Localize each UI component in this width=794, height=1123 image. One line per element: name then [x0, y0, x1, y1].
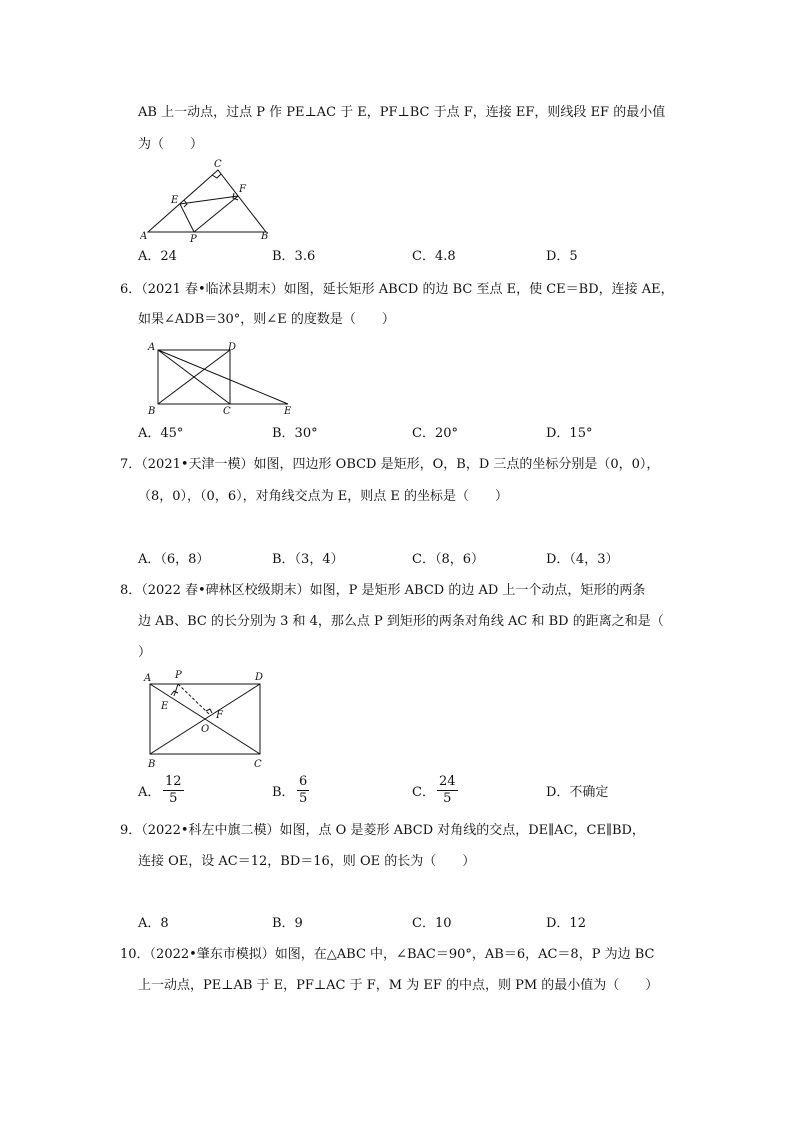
q8-option-c-prefix[interactable]: C．: [412, 785, 435, 800]
q7-text-line1: 7．（2021•天津一模）如图，四边形 OBCD 是矩形，O，B，D 三点的坐标分别是（0，0），: [120, 457, 660, 472]
q9-text-line1: 9．（2022•科左中旗二模）如图，点 O 是菱形 ABCD 对角线的交点，DE∥AC，CE∥BD，: [120, 823, 645, 838]
q9-text-line2: 连接 OE，设 AC＝12，BD＝16，则 OE 的长为（ ）: [138, 854, 476, 869]
q5-label-e: E: [171, 195, 179, 206]
q8-option-b-numerator: 6: [299, 774, 308, 789]
q8-option-c-numerator: 24: [439, 774, 456, 789]
q9-option-c[interactable]: C．10: [412, 916, 452, 931]
q8-option-b-denominator: 5: [299, 791, 308, 806]
q5-label-a: A: [140, 231, 148, 242]
q6-option-b[interactable]: B．30°: [272, 426, 318, 441]
q8-option-a-denominator: 5: [169, 791, 178, 806]
q7-option-a[interactable]: A．（6，8）: [138, 552, 210, 567]
q8-label-p: P: [175, 670, 182, 681]
q8-option-b-fraction[interactable]: [297, 774, 309, 807]
q7-option-c[interactable]: C．（8，6）: [412, 552, 484, 567]
q5-text-line1: AB 上一动点，过点 P 作 PE⊥AC 于 E，PF⊥BC 于点 F，连接 EF，则线段 EF 的最小值: [138, 105, 666, 120]
q8-label-c: C: [254, 759, 262, 770]
q5-text-line2: 为（ ）: [138, 137, 204, 152]
q5-label-b: B: [261, 231, 269, 242]
q6-label-b: B: [148, 406, 156, 416]
q5-label-c: C: [214, 159, 222, 170]
q10-text-line2: 上一动点，PE⊥AB 于 E，PF⊥AC 于 F，M 为 EF 的中点，则 PM 的最小值为（ ）: [138, 978, 659, 993]
q8-label-e: E: [161, 701, 169, 712]
q8-label-o: O: [201, 724, 210, 735]
q9-option-d[interactable]: D．12: [546, 916, 586, 931]
q7-option-d[interactable]: D．（4，3）: [546, 552, 619, 567]
q8-option-d[interactable]: D．不确定: [546, 785, 609, 800]
q8-option-c-denominator: 5: [443, 791, 452, 806]
q5-option-a[interactable]: A．24: [138, 249, 177, 264]
q8-option-a-fraction[interactable]: [163, 774, 184, 807]
q5-triangle-figure: [140, 158, 280, 242]
q8-rectangle-figure: [140, 666, 276, 770]
q8-label-a: A: [144, 673, 152, 684]
q10-text-line1: 10．（2022•肇东市模拟）如图，在△ABC 中，∠BAC＝90°，AB＝6，AC＝8，P 为边 BC: [120, 947, 655, 962]
q5-label-p: P: [190, 234, 197, 242]
q8-option-c-fraction[interactable]: [437, 774, 458, 807]
q5-option-c[interactable]: C．4.8: [412, 249, 456, 264]
q6-label-d: D: [228, 342, 237, 353]
q5-option-d[interactable]: D．5: [546, 249, 578, 264]
q8-label-f: F: [216, 710, 223, 721]
q8-label-b: B: [148, 759, 156, 770]
q9-option-b[interactable]: B．9: [272, 916, 303, 931]
q7-option-b[interactable]: B．（3，4）: [272, 552, 344, 567]
q6-option-d[interactable]: D．15°: [546, 426, 593, 441]
q6-option-c[interactable]: C．20°: [412, 426, 458, 441]
q9-option-a[interactable]: A．8: [138, 916, 169, 931]
q6-text-line1: 6．（2021 春•临沭县期末）如图，延长矩形 ABCD 的边 BC 至点 E，使 CE＝BD，连接 AE，: [120, 282, 674, 297]
q8-option-b-prefix[interactable]: B．: [272, 785, 295, 800]
q8-text-line1: 8．（2022 春•碑林区校级期末）如图，P 是矩形 ABCD 的边 AD 上一个动点，矩形的两条: [120, 583, 646, 598]
q5-option-b[interactable]: B．3.6: [272, 249, 316, 264]
q8-text-line3: ）: [138, 645, 152, 660]
q6-label-c: C: [223, 406, 231, 416]
q6-option-a[interactable]: A．45°: [138, 426, 184, 441]
q6-label-a: A: [148, 342, 156, 353]
q6-rectangle-figure: [144, 338, 304, 416]
q6-label-e: E: [284, 406, 292, 416]
q7-text-line2: （8，0），（0，6），对角线交点为 E，则点 E 的坐标是（ ）: [138, 489, 508, 504]
q6-text-line2: 如果∠ADB＝30°，则∠E 的度数是（ ）: [138, 312, 395, 327]
q8-text-line2: 边 AB、BC 的长分别为 3 和 4，那么点 P 到矩形的两条对角线 AC 和 BD 的距离之和是（: [138, 614, 664, 629]
q5-label-f: F: [239, 184, 246, 195]
q8-option-a-prefix[interactable]: A．: [138, 785, 161, 800]
q8-option-a-numerator: 12: [165, 774, 182, 789]
q8-label-d: D: [255, 672, 264, 683]
